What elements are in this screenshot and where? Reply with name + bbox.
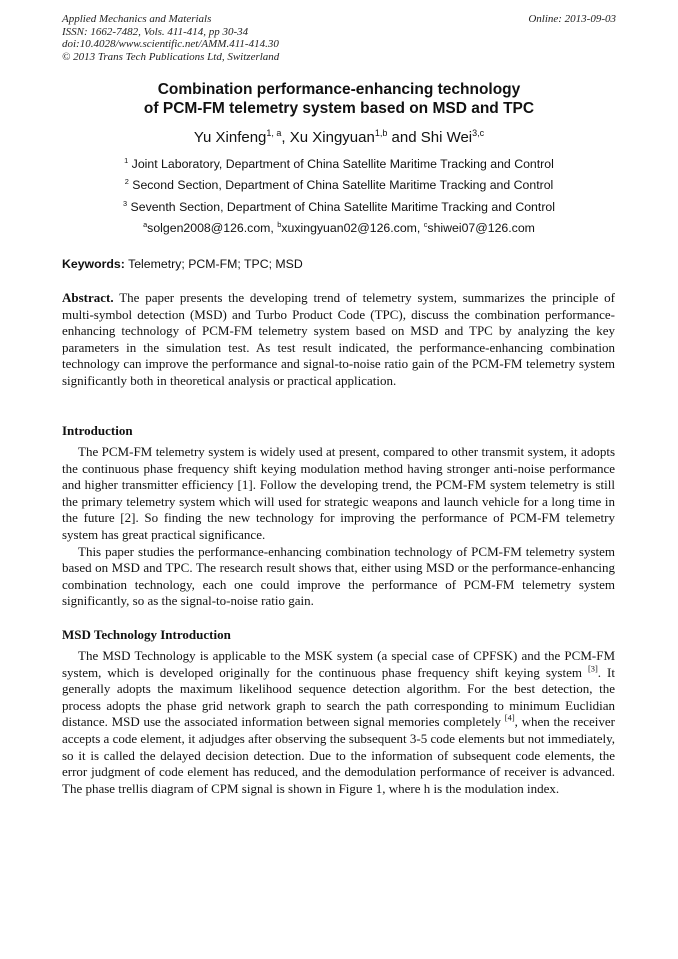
text-run: , when the receiver accepts a code element, it adjudges after observing the subsequent 3-5 code elements but not immediately, so it is called the delayed decision detection. Due to the information of subsequent code elements, the error judgment of code element has reduced, and the demodulation performance of receiver is advanced. The phase trellis diagram of CPM signal is shown in Figure 1, where h is the modulation index. bbox=[62, 714, 615, 796]
text-run: . It generally adopts the maximum likelihood sequence detection algorithm. For the best detection, the process adopts the phase grid network graph to search the path corresponding to minimum Euclidian distance. MSD use the associated information between signal memories completely bbox=[62, 664, 615, 730]
abstract bbox=[62, 290, 615, 390]
keywords-label: Keywords: bbox=[62, 257, 125, 271]
aff-sup: 2 bbox=[124, 176, 129, 186]
text-run: The MSD Technology is applicable to the MSK system (a special case of CPFSK) and the PCM-FM system, which is developed originally for the continuous phase frequency shift keying system bbox=[62, 648, 615, 680]
aff-text: Seventh Section, Department of China Satellite Maritime Tracking and Control bbox=[127, 200, 555, 214]
issn: ISSN: 1662-7482, Vols. 411-414, pp 30-34 bbox=[62, 25, 249, 38]
section-heading-introduction: Introduction bbox=[62, 423, 133, 438]
aff-sup: 3 bbox=[123, 198, 128, 208]
email-sup: a bbox=[143, 219, 148, 229]
keywords-text: Telemetry; PCM-FM; TPC; MSD bbox=[124, 257, 303, 271]
email-sup: b bbox=[277, 219, 282, 229]
keywords bbox=[62, 257, 303, 271]
paragraph: This paper studies the performance-enhancing combination technology of PCM-FM telemetry system based on MSD and TPC. The research result shows that, either using MSD or the performance-enhancing combination technology, each one could improve the performance of PCM-FM telemetry system significantly, so as the signal-to-noise ratio gain. bbox=[62, 543, 615, 609]
journal-name: Applied Mechanics and Materials bbox=[62, 13, 212, 25]
author-name: Xu Xingyuan bbox=[289, 129, 375, 146]
doi: doi:10.4028/www.scientific.net/AMM.411-414.30 bbox=[62, 38, 279, 50]
paragraph: The PCM-FM telemetry system is widely used at present, compared to other transmit system, it adopts the continuous phase frequency shift keying modulation method having stronger anti-noise performance and higher transmitter efficiency [1]. Follow the developing trend, the PCM-FM system telemetry is still the primary telemetry system which will used for strategic weapons and launch vehicle for a long time in the future [2]. So finding the new technology for improving the performance of PCM-FM telemetry system has great practical significance. bbox=[62, 444, 615, 542]
paragraph bbox=[62, 648, 615, 797]
paper-title bbox=[0, 80, 678, 118]
affiliation bbox=[0, 157, 678, 171]
citation: [3] bbox=[587, 663, 598, 674]
email: solgen2008@126.com, bbox=[147, 221, 278, 235]
aff-text: Second Section, Department of China Satellite Maritime Tracking and Control bbox=[128, 178, 554, 192]
email-list bbox=[0, 221, 678, 235]
section-heading-msd: MSD Technology Introduction bbox=[62, 627, 231, 642]
msd-body bbox=[62, 648, 615, 797]
online-date: Online: 2013-09-03 bbox=[528, 13, 616, 25]
author-list bbox=[0, 129, 678, 146]
introduction-body bbox=[62, 444, 615, 610]
abstract-text: The paper presents the developing trend of telemetry system, summarizes the principle of multi-symbol detection (MSD) and Turbo Product Code (TPC), discuss the combination performance-enhancing technology of PCM-FM telemetry system based on MSD and TPC by analyzing the key parameters in the simulation test. As test result indicated, the performance-enhancing combination technology can improve the performance and signal-to-noise ratio gain of the PCM-FM telemetry system significantly both in theoretical analysis or practical application. bbox=[62, 290, 615, 388]
author-sup: 3,c bbox=[472, 128, 485, 138]
separator: and bbox=[387, 129, 421, 146]
separator: , bbox=[281, 129, 290, 146]
author-name: Yu Xinfeng bbox=[193, 129, 267, 146]
aff-text: Joint Laboratory, Department of China Satellite Maritime Tracking and Control bbox=[128, 157, 554, 171]
publication-info bbox=[62, 13, 279, 63]
copyright: © 2013 Trans Tech Publications Ltd, Switzerland bbox=[62, 50, 280, 63]
abstract-label: Abstract. bbox=[62, 290, 114, 305]
email: xuxingyuan02@126.com, bbox=[281, 221, 424, 235]
citation: [4] bbox=[504, 713, 515, 724]
affiliation bbox=[0, 178, 678, 192]
author-sup: 1,b bbox=[374, 128, 388, 138]
title-line-2: of PCM-FM telemetry system based on MSD and TPC bbox=[143, 100, 535, 117]
author-name: Shi Wei bbox=[420, 129, 473, 146]
aff-sup: 1 bbox=[124, 155, 129, 165]
author-sup: 1, a bbox=[266, 128, 282, 138]
affiliation bbox=[0, 200, 678, 214]
email: shiwei07@126.com bbox=[427, 221, 535, 235]
title-line-1: Combination performance-enhancing technology bbox=[157, 81, 521, 98]
email-sup: c bbox=[423, 219, 428, 229]
